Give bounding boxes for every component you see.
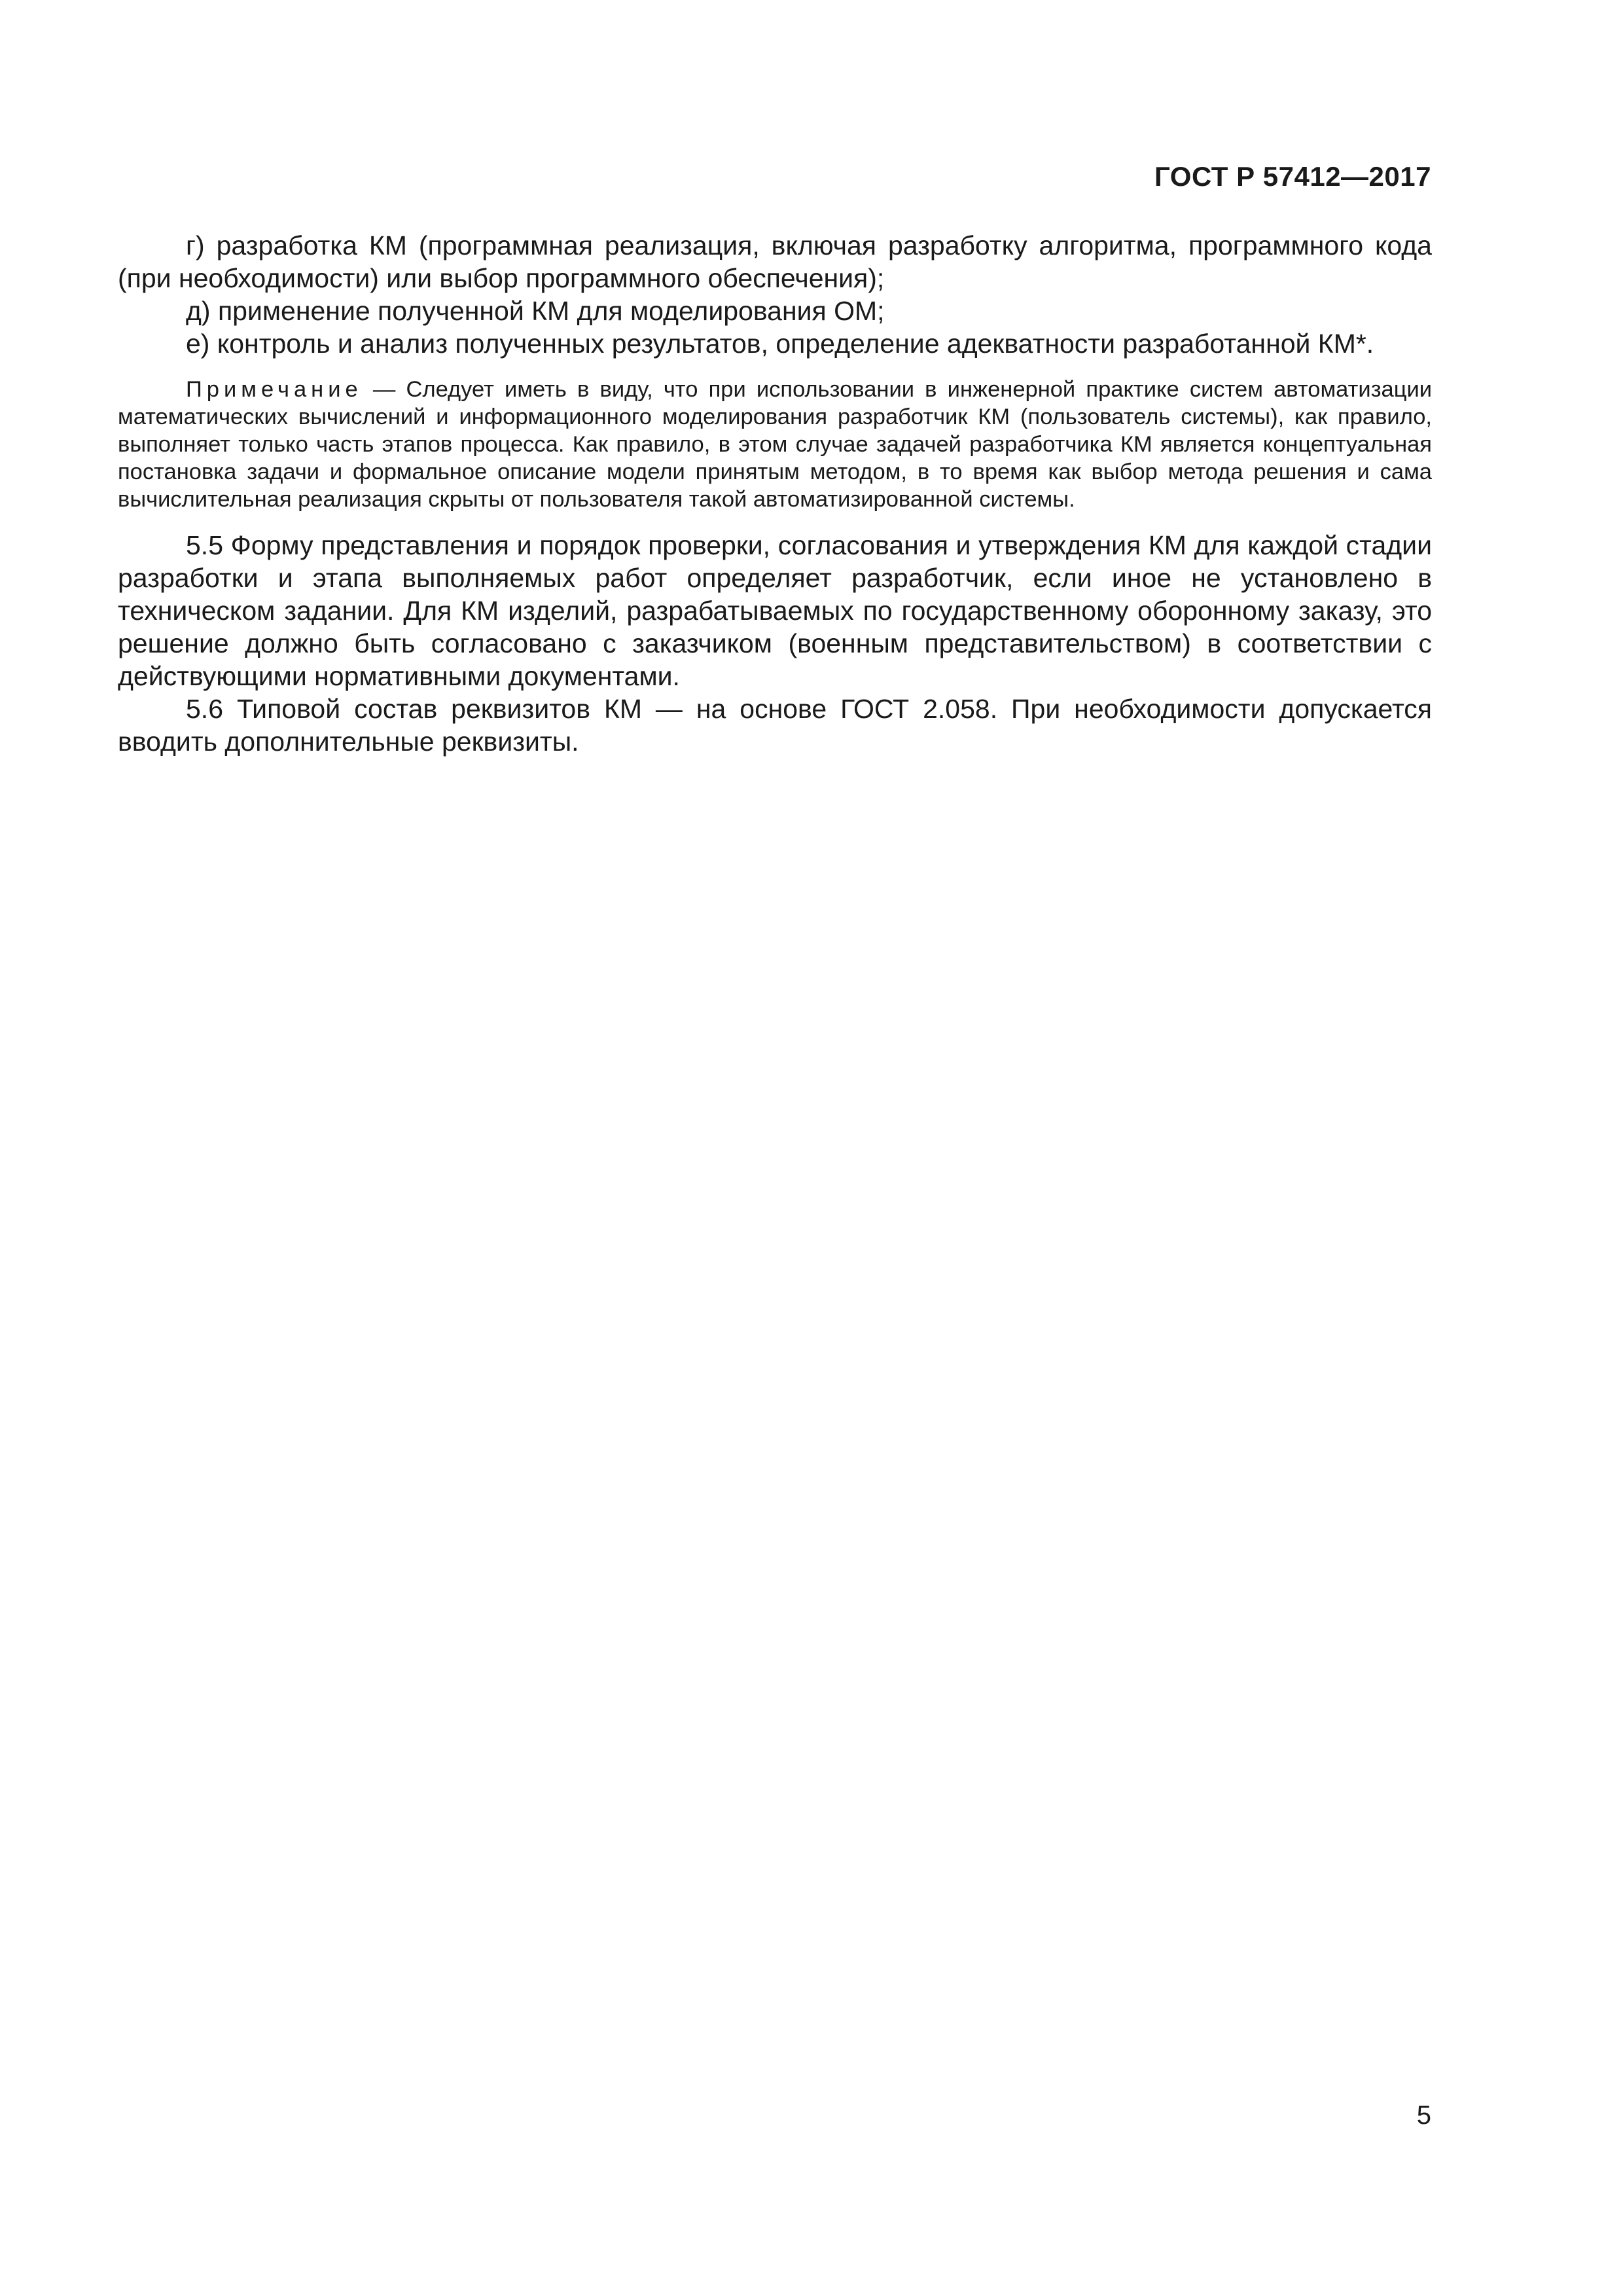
note-text: — Следует иметь в виду, что при использовании в инженерной практике систем автоматизации математических вычислений и информационного моделирования разработчик КМ (пользователь системы), как правило, выполняет только часть этапов процесса. Как правило, в этом случае задачей разработчика КМ является концептуальная постановка задачи и формальное описание модели принятым методом, в то время как выбор метода решения и сама вычислительная реализация скрыты от пользователя такой автоматизированной системы.	[118, 377, 1432, 512]
document-body	[118, 229, 1432, 758]
page-number: 5	[1416, 2101, 1431, 2130]
note-paragraph	[118, 376, 1432, 513]
paragraph-5-6: 5.6 Типовой состав реквизитов КМ — на основе ГОСТ 2.058. При необходимости допускается вводить дополнительные реквизиты.	[118, 694, 1432, 757]
note-label: Примечание	[186, 377, 363, 402]
list-item-e: е) контроль и анализ полученных результатов, определение адекватности разработанной КМ*.	[186, 329, 1374, 359]
list-item-d: д) применение полученной КМ для моделирования ОМ;	[186, 296, 885, 326]
paragraph-5-5: 5.5 Форму представления и порядок проверки, согласования и утверждения КМ для каждой стадии разработки и этапа выполняемых работ определяет разработчик, если иное не установлено в техническом задании. Для КМ изделий, разрабатываемых по государственному оборонному заказу, это решение должно быть согласовано с заказчиком (военным представительством) в соответствии с действующими нормативными документами.	[118, 530, 1432, 691]
document-header-id: ГОСТ Р 57412—2017	[1154, 161, 1431, 192]
list-item-g: г) разработка КМ (программная реализация, включая разработку алгоритма, программного кода (при необходимости) или выбор программного обеспечения);	[118, 230, 1432, 293]
